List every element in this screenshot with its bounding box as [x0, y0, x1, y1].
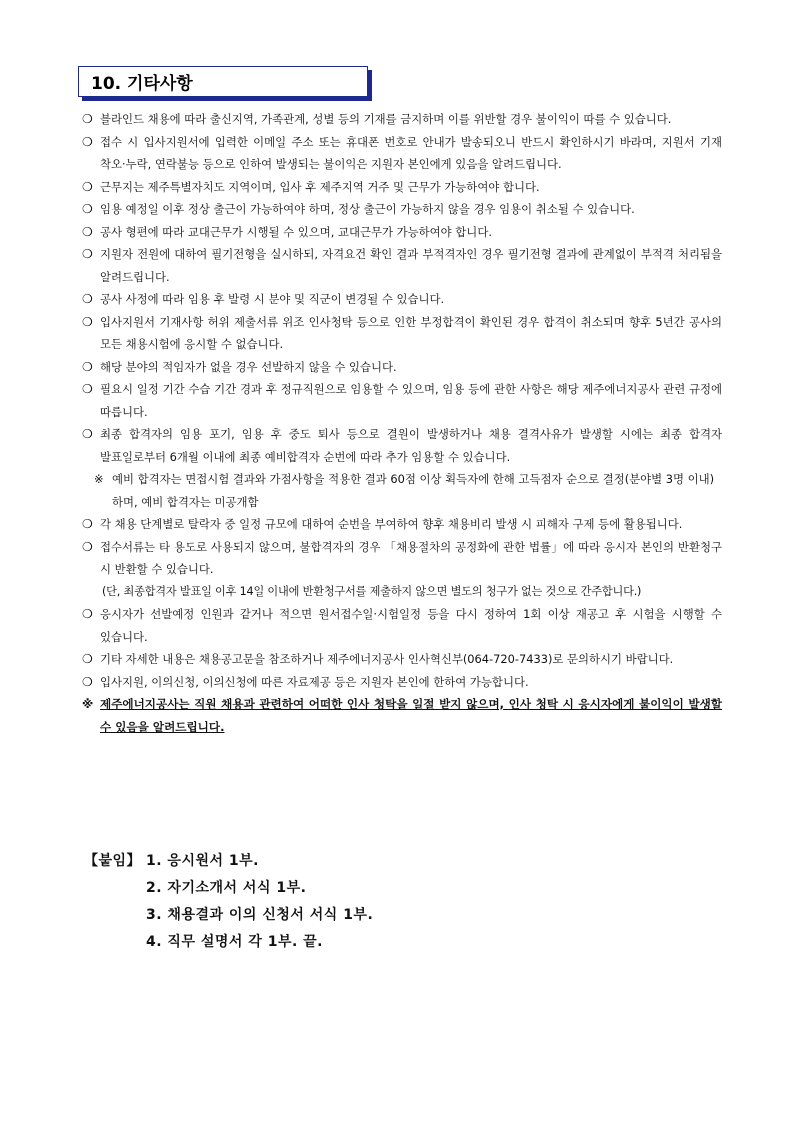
list-item: [82, 221, 722, 244]
circle-bullet-icon: ❍: [82, 202, 93, 216]
circle-bullet-icon: ❍: [82, 112, 93, 126]
list-item-text: 공사 형편에 따라 교대근무가 시행될 수 있으며, 교대근무가 가능하여야 합니다.: [100, 224, 492, 239]
attachments-label: 【붙임】: [84, 853, 142, 869]
list-item: [82, 243, 722, 288]
list-item: [82, 198, 722, 221]
list-item: [82, 513, 722, 536]
list-item-text: 근무지는 제주특별자치도 지역이며, 입사 후 제주지역 거주 및 근무가 가능하여야 합니다.: [100, 179, 540, 194]
list-item-text: 블라인드 채용에 따라 출신지역, 가족관계, 성별 등의 기재를 금지하며 이를 위반할 경우 불이익이 따를 수 있습니다.: [100, 112, 672, 126]
circle-bullet-icon: ❍: [82, 427, 93, 441]
list-item: [82, 648, 722, 671]
notes-list: [82, 108, 722, 738]
attachments: [84, 848, 684, 956]
reference-mark-icon: ※: [94, 472, 104, 486]
circle-bullet-icon: ❍: [82, 359, 93, 374]
list-item-text: 접수 시 입사지원서에 입력한 이메일 주소 또는 휴대폰 번호로 안내가 발송되오니 반드시 확인하시기 바라며, 지원서 기재 착오·누락, 연락불능 등으로 인하여 발생되는 불이익은 지원자 본인에게 있음을 알려드립니다.: [100, 134, 722, 171]
circle-bullet-icon: ❍: [82, 539, 93, 554]
attachment-row: [84, 902, 684, 929]
list-item: [82, 536, 722, 581]
list-item: [82, 671, 722, 694]
circle-bullet-icon: ❍: [82, 179, 93, 194]
list-item-text: 각 채용 단계별로 탈락자 중 일정 규모에 대하여 순번을 부여하여 향후 채용비리 발생 시 피해자 구제 등에 활용됩니다.: [100, 517, 683, 531]
circle-bullet-icon: ❍: [82, 314, 93, 329]
list-item-text: 기타 자세한 내용은 채용공고문을 참조하거나 제주에너지공사 인사혁신부(064-720-7433)로 문의하시기 바랍니다.: [100, 652, 674, 666]
solicitation-warning-text: 제주에너지공사는 직원 채용과 관련하여 어떠한 인사 청탁을 일절 받지 않으며, 인사 청탁 시 응시자에게 불이익이 발생할 수 있음을 알려드립니다.: [100, 697, 722, 734]
circle-bullet-icon: ❍: [82, 517, 93, 531]
list-item-text: 임용 예정일 이후 정상 출근이 가능하여야 하며, 정상 출근이 가능하지 않을 경우 임용이 취소될 수 있습니다.: [100, 202, 635, 216]
list-item-text: 필요시 일정 기간 수습 기간 경과 후 정규직원으로 임용할 수 있으며, 임용 등에 관한 사항은 해당 제주에너지공사 관련 규정에 따릅니다.: [100, 382, 722, 419]
circle-bullet-icon: ❍: [82, 247, 93, 261]
return-note: (단, 최종합격자 발표일 이후 14일 이내에 반환청구서를 제출하지 않으면 별도의 청구가 없는 것으로 간주합니다.): [102, 584, 642, 598]
attachment-row: [84, 875, 684, 902]
circle-bullet-icon: ❍: [82, 674, 93, 689]
section-title-box: [78, 66, 368, 97]
section-title: 10. 기타사항: [91, 74, 193, 94]
list-item: [82, 176, 722, 199]
list-item: [82, 423, 722, 468]
list-item-text: 해당 분야의 적임자가 없을 경우 선발하지 않을 수 있습니다.: [100, 359, 397, 374]
attachment-item: 4. 직무 설명서 각 1부. 끝.: [146, 934, 323, 950]
list-item-text: 공사 사정에 따라 임용 후 발령 시 분야 및 직군이 변경될 수 있습니다.: [100, 292, 445, 306]
circle-bullet-icon: ❍: [82, 652, 93, 666]
attachment-item: 3. 채용결과 이의 신청서 서식 1부.: [146, 907, 374, 923]
list-item: [82, 603, 722, 648]
attachment-row: [84, 929, 684, 956]
reserve-note: [82, 468, 722, 513]
list-item: [82, 356, 722, 379]
circle-bullet-icon: ❍: [82, 224, 93, 239]
circle-bullet-icon: ❍: [82, 134, 93, 149]
list-item: [82, 378, 722, 423]
list-item: [82, 288, 722, 311]
attachment-item: 1. 응시원서 1부.: [146, 853, 259, 869]
solicitation-warning: [82, 693, 722, 738]
circle-bullet-icon: ❍: [82, 382, 93, 396]
reference-mark-icon: ※: [82, 697, 94, 711]
circle-bullet-icon: ❍: [82, 607, 93, 621]
list-item-text: 응시자가 선발예정 인원과 같거나 적으면 원서접수일·시험일정 등을 다시 정하여 1회 이상 재공고 후 시험을 시행할 수 있습니다.: [100, 607, 722, 644]
attachment-row: [84, 848, 684, 875]
reserve-note-text: 예비 합격자는 면접시험 결과와 가점사항을 적용한 결과 60점 이상 획득자에 한해 고득점자 순으로 결정(분야별 3명 이내)하며, 예비 합격자는 미공개함: [112, 472, 715, 509]
list-item-text: 입사지원, 이의신청, 이의신청에 따른 자료제공 등은 지원자 본인에 한하여 가능합니다.: [100, 674, 529, 689]
list-item-text: 입사지원서 기재사항 허위 제출서류 위조 인사청탁 등으로 인한 부정합격이 확인된 경우 합격이 취소되며 향후 5년간 공사의 모든 채용시험에 응시할 수 없습니다.: [100, 314, 722, 351]
list-item: [82, 311, 722, 356]
list-item-text: 접수서류는 타 용도로 사용되지 않으며, 불합격자의 경우 「채용절차의 공정화에 관한 법률」에 따라 응시자 본인의 반환청구 시 반환할 수 있습니다.: [100, 539, 722, 576]
list-item-text: 지원자 전원에 대하여 필기전형을 실시하되, 자격요건 확인 결과 부적격자인 경우 필기전형 결과에 관계없이 부적격 처리됨을 알려드립니다.: [100, 247, 722, 284]
list-item: [82, 131, 722, 176]
attachment-item: 2. 자기소개서 서식 1부.: [146, 880, 307, 896]
circle-bullet-icon: ❍: [82, 292, 93, 306]
list-item-text: 최종 합격자의 임용 포기, 임용 후 중도 퇴사 등으로 결원이 발생하거나 채용 결격사유가 발생할 시에는 최종 합격자 발표일로부터 6개월 이내에 최종 예비합격자 순번에 따라 추가 임용할 수 있습니다.: [100, 427, 722, 464]
list-item: [82, 108, 722, 131]
